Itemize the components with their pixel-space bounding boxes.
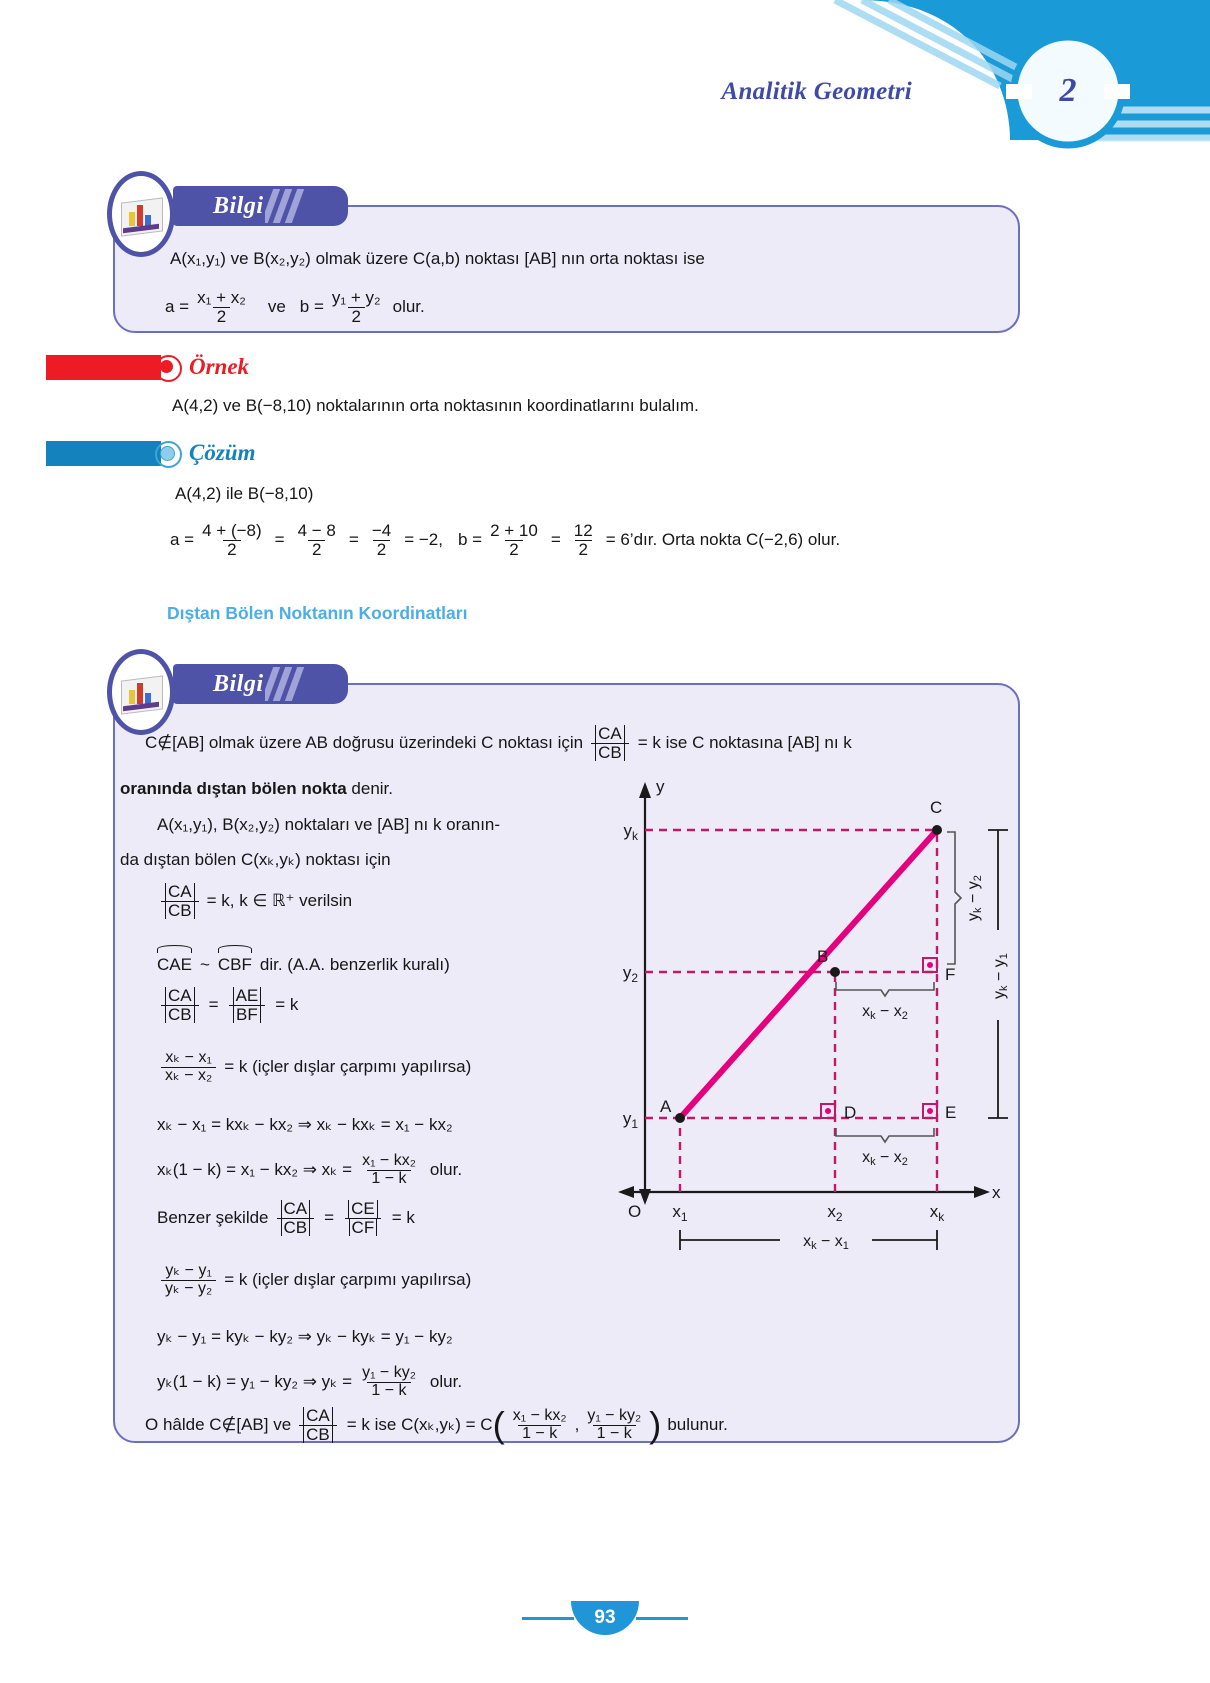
x2-fraction xyxy=(358,1153,420,1187)
tick-y1: $y_1$ xyxy=(622,1109,638,1131)
x2-tail: olur. xyxy=(429,1159,463,1179)
y2-num: y₁ − ky₂ xyxy=(362,1364,416,1381)
tick-x2: $x_2$ xyxy=(827,1202,843,1224)
x-axis-arrow xyxy=(974,1186,990,1198)
xfrac-tail: = k (içler dışlar çarpımı yapılırsa) xyxy=(224,1056,472,1076)
calc-frac-5 xyxy=(570,522,597,558)
sr-den xyxy=(161,901,199,920)
triangle-cbf: CBF xyxy=(218,953,252,978)
benzer-tail: = k xyxy=(391,1207,415,1227)
def-cb: CB xyxy=(595,744,625,762)
yfrac-den: yₖ − y₂ xyxy=(161,1280,216,1298)
yfrac-tail: = k (içler dışlar çarpımı yapılırsa) xyxy=(224,1269,472,1289)
bilgi-tab-label-2: Bilgi xyxy=(213,670,264,697)
definition-term-rest: denir. xyxy=(346,779,393,798)
step-x2 xyxy=(157,1153,462,1187)
brace-upper-x xyxy=(836,982,934,996)
benzer-d1 xyxy=(277,1218,315,1237)
label-point-a: A xyxy=(660,1097,672,1116)
brace-lower-x-label: xk − x2 xyxy=(862,1149,908,1168)
benzer-eq: = xyxy=(324,1207,335,1227)
yfrac-num: yₖ − y₁ xyxy=(165,1262,212,1279)
x2-den: 1 − k xyxy=(367,1170,410,1188)
y2-tail: olur. xyxy=(429,1371,463,1391)
concl-mid: = k ise C(xₖ,yₖ) = C xyxy=(346,1414,493,1434)
calc-f4-den: 2 xyxy=(505,540,522,559)
similarity-symbol: ~ xyxy=(199,955,210,974)
solution-label: Çözüm xyxy=(189,440,256,465)
concl-d1 xyxy=(299,1425,337,1444)
calc-b-label: b = xyxy=(457,529,483,549)
benzer-f2 xyxy=(344,1200,382,1236)
brace-inner-y xyxy=(947,832,961,964)
info-box-midpoint xyxy=(113,192,1020,333)
sr2-d2 xyxy=(229,1005,265,1024)
def-ratio-den xyxy=(591,743,629,762)
conjunction-ve: ve xyxy=(267,296,286,316)
xfrac xyxy=(161,1050,216,1084)
similarity-tail: dir. (A.A. benzerlik kuralı) xyxy=(259,955,450,974)
info-box-external-division xyxy=(113,670,1020,1446)
step-x-fraction xyxy=(157,1050,471,1084)
calc-eq2: = xyxy=(348,529,359,549)
concl-ca: CA xyxy=(303,1407,333,1425)
a-denominator: 2 xyxy=(213,307,230,326)
xfrac-den: xₖ − x₂ xyxy=(161,1067,216,1085)
calc-f4-num: 2 + 10 xyxy=(490,521,538,540)
calc-frac-3 xyxy=(368,522,395,558)
body-line-1: da dıştan bölen C(xₖ,yₖ) noktası için xyxy=(120,850,391,869)
example-label: Örnek xyxy=(189,354,250,379)
example-text: A(4,2) ve B(−8,10) noktalarının orta noktasının koordinatlarını bulalım. xyxy=(172,396,699,415)
sr2-n1 xyxy=(161,987,199,1005)
sr-num xyxy=(161,883,199,901)
concl-f2-den: 1 − k xyxy=(593,1425,636,1443)
benzer-ce: CE xyxy=(348,1200,378,1218)
tick-xk: $x_k$ xyxy=(929,1202,945,1224)
page-number-line-left xyxy=(522,1617,574,1620)
midpoint-formula xyxy=(165,289,425,325)
calc-a-label: a = xyxy=(170,529,195,549)
chapter-number: 2 xyxy=(1059,72,1077,109)
calc-f1-num: 4 + (−8) xyxy=(202,521,262,540)
step-y2 xyxy=(157,1365,462,1399)
bilgi-badge-icon xyxy=(107,171,175,257)
def-ratio-fraction xyxy=(591,725,629,761)
sr2-tail: = k xyxy=(275,994,299,1014)
body-line-0: A(x₁,y₁), B(x₂,y₂) noktaları ve [AB] nı k oranın- xyxy=(157,815,501,834)
sr-ca: CA xyxy=(165,883,195,901)
def-part1: C∉[AB] olmak üzere AB doğrusu üzerindeki C noktası için xyxy=(145,732,584,752)
calc-f3-num: −4 xyxy=(371,521,392,540)
step-x1: xₖ − x₁ = kxₖ − kx₂ ⇒ xₖ − kxₖ = x₁ − kx₂ xyxy=(157,1115,453,1134)
label-point-d: D xyxy=(844,1103,857,1122)
concl-n1 xyxy=(299,1407,337,1425)
calc-frac-4 xyxy=(486,522,542,558)
benzer-lead: Benzer şekilde xyxy=(157,1207,269,1227)
header-decoration xyxy=(0,0,1210,152)
concl-lead: O hâlde C∉[AB] ve xyxy=(145,1414,292,1434)
def-part2: = k ise C noktasına [AB] nı k xyxy=(637,732,852,752)
concl-f1-num: x₁ − kx₂ xyxy=(512,1407,567,1425)
sr2-f2 xyxy=(229,987,266,1023)
concl-cb: CB xyxy=(303,1426,333,1444)
sr2-bf: BF xyxy=(233,1006,261,1024)
concl-f1 xyxy=(509,1408,571,1442)
x2-num: x₁ − kx₂ xyxy=(362,1152,416,1169)
external-division-diagram xyxy=(610,780,1020,1265)
b-lhs: b = xyxy=(299,296,324,316)
concl-tail: bulunur. xyxy=(667,1414,728,1434)
concl-open-paren: ( xyxy=(492,1404,505,1446)
diagram-svg xyxy=(610,780,1020,1265)
line-segment-ac xyxy=(680,830,937,1118)
sr2-ae: AE xyxy=(233,987,262,1005)
benzer-cf: CF xyxy=(349,1219,378,1237)
a-numerator: x₁ + x₂ xyxy=(197,288,246,307)
calc-f1-den: 2 xyxy=(223,540,240,559)
sr-cb: CB xyxy=(165,902,195,920)
solution-bar xyxy=(46,441,161,466)
benzer-n1 xyxy=(277,1200,315,1218)
brace-upper-x-label: xk − x2 xyxy=(862,1003,908,1022)
sr2-n2 xyxy=(229,987,266,1005)
calc-frac-2 xyxy=(294,522,340,558)
calc-f3-den: 2 xyxy=(373,540,390,559)
bilgi-slash-decoration-2 xyxy=(265,667,313,701)
concl-f2 xyxy=(583,1408,645,1442)
b-denominator: 2 xyxy=(348,307,365,326)
b-numerator: y₁ + y₂ xyxy=(331,288,381,307)
label-point-e: E xyxy=(945,1103,957,1122)
brace-inner-y-label: yk − y2 xyxy=(965,875,984,921)
x2-lhs: xₖ(1 − k) = x₁ − kx₂ ⇒ xₖ = xyxy=(157,1159,353,1179)
measure-bottom-x-label: xk − x1 xyxy=(803,1233,849,1252)
calc-eq3: = −2, xyxy=(404,529,443,549)
benzer-f1 xyxy=(277,1200,315,1236)
tick-yk: $y_k$ xyxy=(623,821,638,843)
chapter-title: Analitik Geometri xyxy=(721,78,912,105)
calc-result: = 6’dır. Orta nokta C(−2,6) olur. xyxy=(605,529,841,549)
concl-close-paren: ) xyxy=(649,1404,662,1446)
page-number-badge xyxy=(571,1601,639,1635)
solution-ring-icon xyxy=(153,438,187,468)
section-subheading: Dıştan Bölen Noktanın Koordinatları xyxy=(167,603,468,623)
example-ring-icon xyxy=(153,352,187,382)
label-point-c: C xyxy=(930,798,943,817)
step-ratio2 xyxy=(157,987,298,1023)
y2-den: 1 − k xyxy=(367,1382,410,1400)
benzer-ca: CA xyxy=(281,1200,311,1218)
concl-comma: , xyxy=(574,1414,580,1434)
page-number-line-right xyxy=(636,1617,688,1620)
xfrac-num: xₖ − x₁ xyxy=(165,1049,212,1066)
midpoint-statement: A(x₁,y₁) ve B(x₂,y₂) olmak üzere C(a,b) noktası [AB] nın orta noktası ise xyxy=(170,249,705,268)
b-fraction xyxy=(328,289,385,325)
sr2-f1 xyxy=(161,987,199,1023)
triangle-cae: CAE xyxy=(157,953,192,978)
step-benzer xyxy=(157,1200,415,1236)
yfrac xyxy=(161,1263,216,1297)
benzer-n2 xyxy=(344,1200,382,1218)
y-axis-arrow xyxy=(639,782,651,798)
concl-ratio xyxy=(299,1407,337,1443)
conclusion-line xyxy=(145,1404,728,1446)
formula-tail: olur. xyxy=(392,296,425,316)
bilgi-badge-icon-2 xyxy=(107,649,175,735)
a-lhs: a = xyxy=(165,296,190,316)
sr2-d1 xyxy=(161,1005,199,1024)
bilgi-tab-2 xyxy=(173,664,348,704)
example-tag xyxy=(46,352,249,382)
y2-lhs: yₖ(1 − k) = y₁ − ky₂ ⇒ yₖ = xyxy=(157,1371,353,1391)
measure-outer-y-label: yk − y1 xyxy=(991,953,1010,999)
label-point-b: B xyxy=(817,947,829,966)
solution-tag xyxy=(46,438,255,468)
step-similarity xyxy=(157,953,450,978)
concl-f1-den: 1 − k xyxy=(518,1425,561,1443)
def-ca: CA xyxy=(595,725,625,743)
step-y-fraction xyxy=(157,1263,471,1297)
calc-f5-den: 2 xyxy=(575,540,592,559)
origin-label: O xyxy=(628,1202,642,1221)
concl-f2-num: y₁ − ky₂ xyxy=(587,1407,642,1425)
sr-tail: = k, k ∈ ℝ⁺ verilsin xyxy=(206,890,353,910)
label-point-f: F xyxy=(945,965,956,984)
definition-term: oranında dıştan bölen nokta xyxy=(120,779,347,798)
page-header-banner xyxy=(0,0,1210,152)
sr2-ca: CA xyxy=(165,987,195,1005)
tick-y2: $y_2$ xyxy=(622,963,638,985)
x-axis-label: x xyxy=(992,1183,1001,1202)
external-division-definition xyxy=(145,725,852,761)
solution-calculation xyxy=(170,522,840,558)
calc-eq1: = xyxy=(274,529,285,549)
y2-fraction xyxy=(358,1365,420,1399)
benzer-cb: CB xyxy=(281,1219,311,1237)
y-axis-label: y xyxy=(656,780,665,796)
tick-x1: $x_1$ xyxy=(672,1202,688,1224)
benzer-d2 xyxy=(345,1218,382,1237)
calc-f2-num: 4 − 8 xyxy=(297,521,336,540)
bilgi-tab-1 xyxy=(173,186,348,226)
calc-frac-1 xyxy=(198,522,266,558)
example-bar xyxy=(46,355,161,380)
bilgi-tab-label: Bilgi xyxy=(213,192,264,219)
a-fraction xyxy=(193,289,250,325)
definition-term-line xyxy=(120,777,393,802)
def-ratio-num xyxy=(591,725,629,743)
step-y1: yₖ − y₁ = kyₖ − ky₂ ⇒ yₖ − kyₖ = y₁ − ky₂ xyxy=(157,1327,453,1346)
solution-line1: A(4,2) ile B(−8,10) xyxy=(175,484,314,503)
calc-f2-den: 2 xyxy=(308,540,325,559)
page-footer xyxy=(0,1601,1210,1635)
calc-eq4: = xyxy=(550,529,561,549)
x-axis-arrow-left xyxy=(618,1186,634,1198)
sr2-eq: = xyxy=(208,994,219,1014)
page-number: 93 xyxy=(594,1607,616,1628)
step-ratio xyxy=(157,883,352,919)
right-angle-markers xyxy=(821,958,937,1118)
bilgi-slash-decoration xyxy=(265,189,313,223)
brace-lower-x xyxy=(836,1128,934,1142)
step-ratio-fraction xyxy=(161,883,199,919)
sr2-cb: CB xyxy=(165,1006,195,1024)
calc-f5-num: 12 xyxy=(573,521,593,540)
